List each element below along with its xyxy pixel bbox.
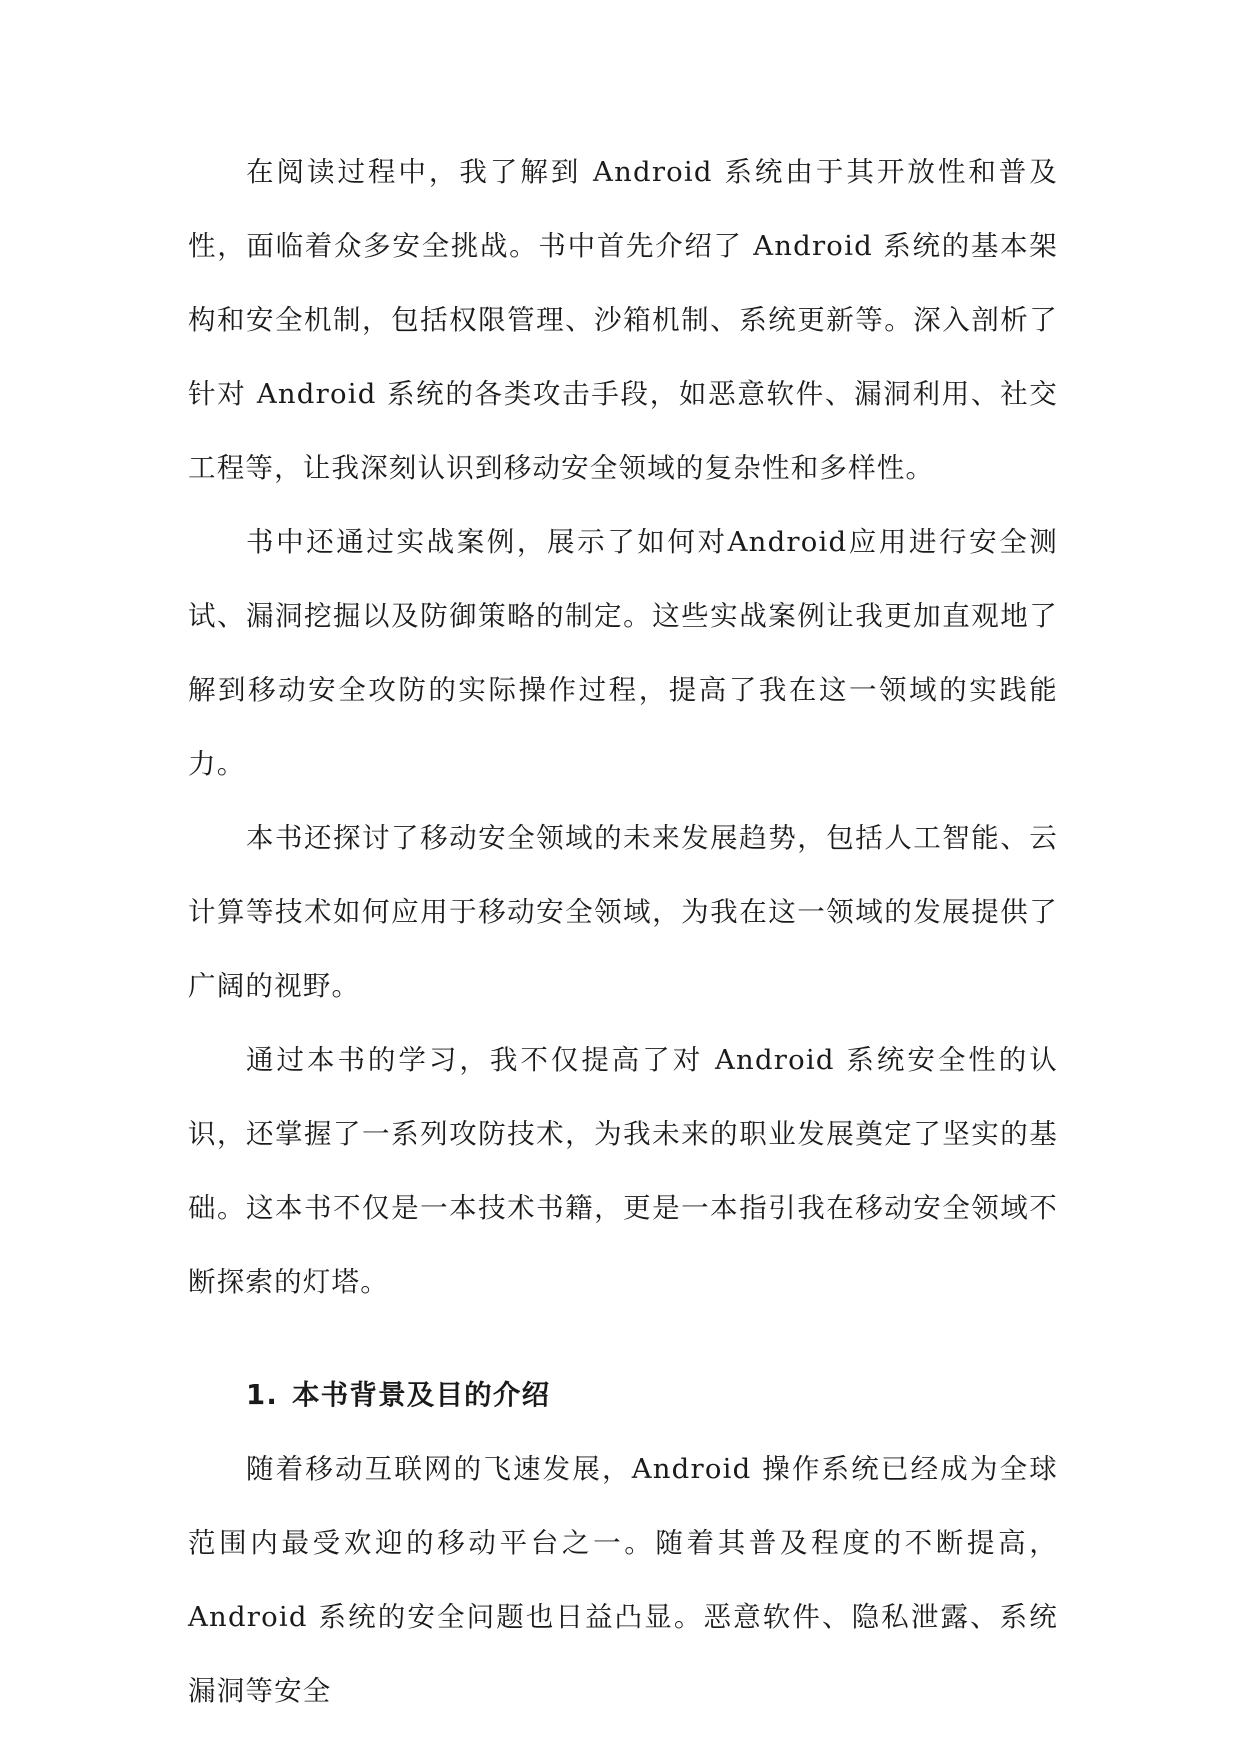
section-heading-number: 1.	[246, 1379, 278, 1411]
document-body	[188, 135, 1058, 1728]
paragraph-future-trends: 本书还探讨了移动安全领域的未来发展趋势，包括人工智能、云计算等技术如何应用于移动安全领域，为我在这一领域的发展提供了广阔的视野。	[188, 822, 1058, 1002]
section-heading-title: 本书背景及目的介绍	[291, 1379, 551, 1411]
section-heading	[188, 1358, 1058, 1432]
paragraph-background: 随着移动互联网的飞速发展，Android 操作系统已经成为全球范围内最受欢迎的移动平台之一。随着其普及程度的不断提高，Android 系统的安全问题也日益凸显。恶意软件、隐私泄露、系统漏洞等安全	[188, 1453, 1058, 1707]
paragraph-android-security-challenges: 在阅读过程中，我了解到 Android 系统由于其开放性和普及性，面临着众多安全挑战。书中首先介绍了 Android 系统的基本架构和安全机制，包括权限管理、沙箱机制、系统更新等。深入剖析了针对 Android 系统的各类攻击手段，如恶意软件、漏洞利用、社交工程等，让我深刻认识到移动安全领域的复杂性和多样性。	[188, 156, 1058, 484]
paragraph-learning-summary: 通过本书的学习，我不仅提高了对 Android 系统安全性的认识，还掌握了一系列攻防技术，为我未来的职业发展奠定了坚实的基础。这本书不仅是一本技术书籍，更是一本指引我在移动安全领域不断探索的灯塔。	[188, 1044, 1058, 1298]
paragraph-practical-cases: 书中还通过实战案例，展示了如何对Android应用进行安全测试、漏洞挖掘以及防御策略的制定。这些实战案例让我更加直观地了解到移动安全攻防的实际操作过程，提高了我在这一领域的实践能力。	[188, 526, 1058, 780]
